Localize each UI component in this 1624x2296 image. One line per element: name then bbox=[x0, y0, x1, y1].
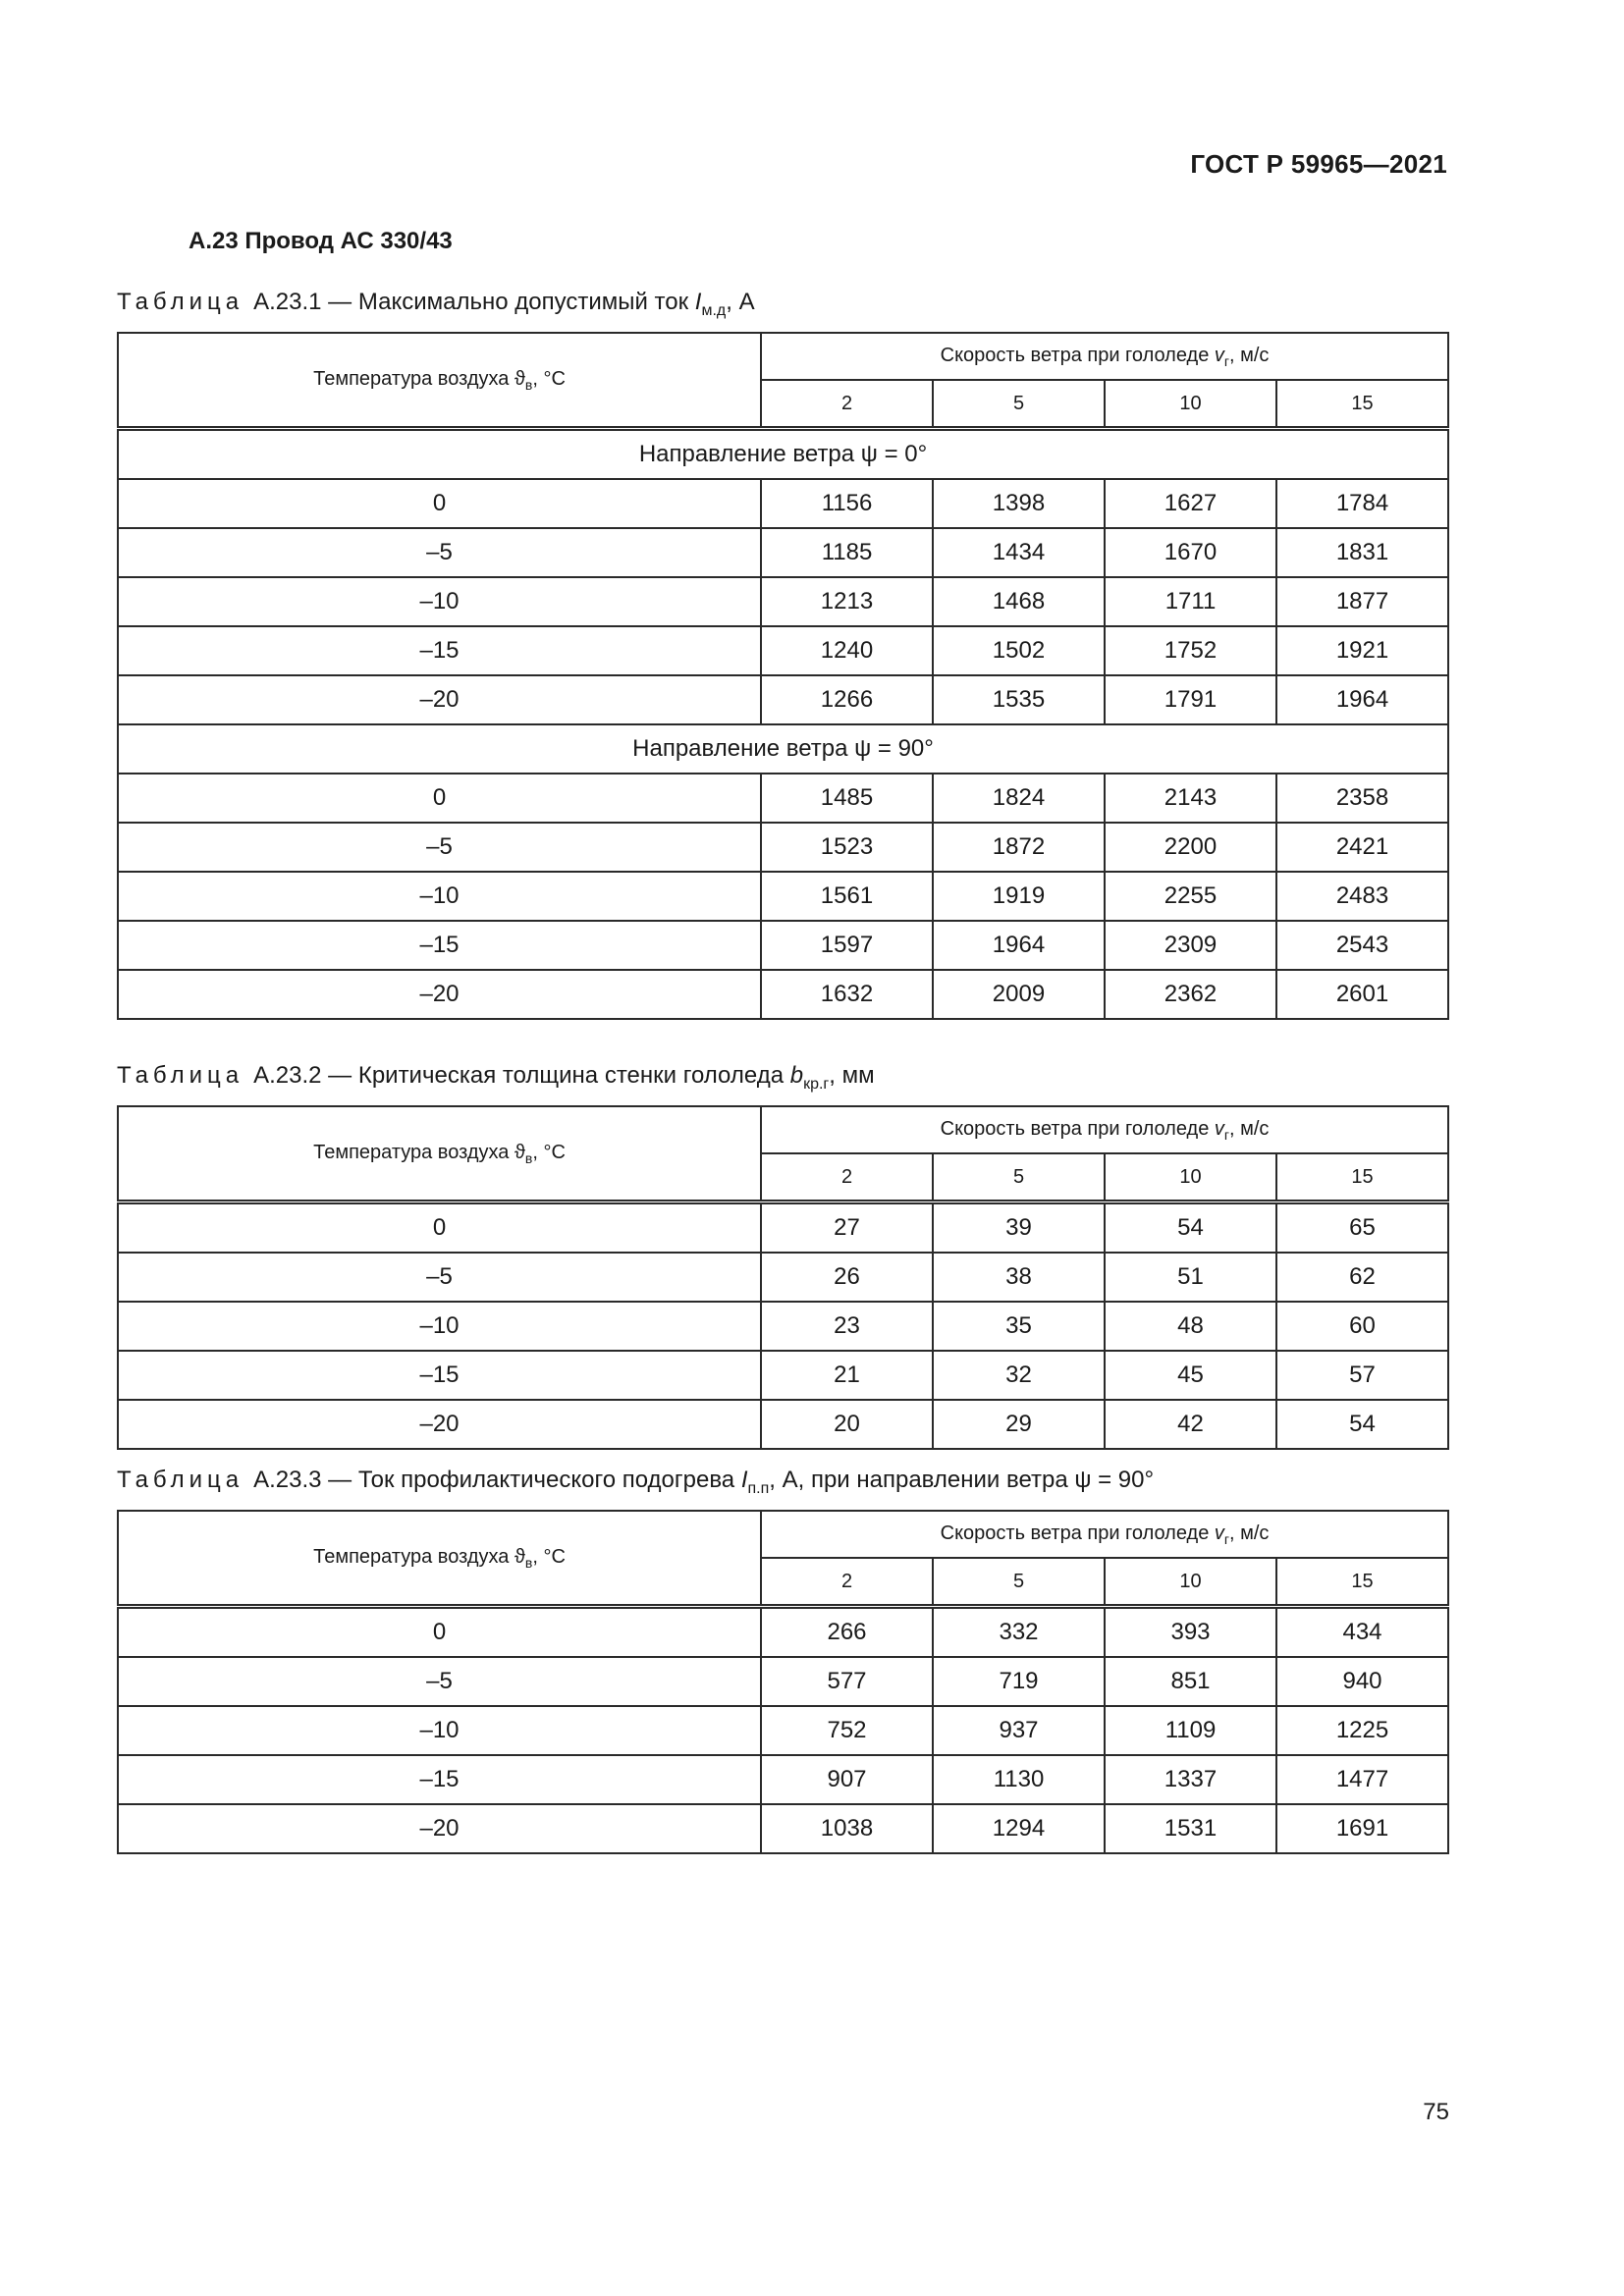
table1-caption-word: Таблица bbox=[117, 289, 244, 315]
speed-value-header: 15 bbox=[1276, 380, 1448, 429]
speed-value-header: 5 bbox=[933, 1153, 1105, 1202]
table3-caption-word: Таблица bbox=[117, 1467, 244, 1493]
speed-value-header: 5 bbox=[933, 380, 1105, 429]
table-row bbox=[118, 626, 1448, 675]
temp-cell: –15 bbox=[118, 1351, 761, 1400]
value-cell: 1964 bbox=[1276, 675, 1448, 724]
temp-header-sub: в bbox=[524, 1554, 533, 1571]
speed-header-text: Скорость ветра при гололеде bbox=[940, 1117, 1215, 1140]
value-cell: 1485 bbox=[761, 774, 933, 823]
value-cell: 434 bbox=[1276, 1607, 1448, 1658]
speed-value-header: 5 bbox=[933, 1558, 1105, 1607]
speed-header-var: v bbox=[1214, 344, 1224, 366]
temp-column-header bbox=[118, 333, 761, 429]
value-cell: 719 bbox=[933, 1657, 1105, 1706]
value-cell: 1468 bbox=[933, 577, 1105, 626]
temp-header-sub: в bbox=[524, 376, 533, 393]
value-cell: 29 bbox=[933, 1400, 1105, 1449]
temp-cell: –15 bbox=[118, 921, 761, 970]
speed-value-header: 2 bbox=[761, 380, 933, 429]
value-cell: 62 bbox=[1276, 1253, 1448, 1302]
table3-caption-text: А.23.3 — Ток профилактического подогрева bbox=[253, 1467, 741, 1493]
value-cell: 1831 bbox=[1276, 528, 1448, 577]
table3-caption-unit: , А, при направлении ветра ψ = 90° bbox=[769, 1467, 1155, 1493]
speed-value-header: 15 bbox=[1276, 1558, 1448, 1607]
value-cell: 35 bbox=[933, 1302, 1105, 1351]
value-cell: 940 bbox=[1276, 1657, 1448, 1706]
value-cell: 2009 bbox=[933, 970, 1105, 1019]
table-row bbox=[118, 1755, 1448, 1804]
value-cell: 1477 bbox=[1276, 1755, 1448, 1804]
value-cell: 1225 bbox=[1276, 1706, 1448, 1755]
value-cell: 2421 bbox=[1276, 823, 1448, 872]
value-cell: 27 bbox=[761, 1202, 933, 1254]
value-cell: 2358 bbox=[1276, 774, 1448, 823]
value-cell: 1130 bbox=[933, 1755, 1105, 1804]
group-row-label: Направление ветра ψ = 0° bbox=[118, 429, 1448, 480]
table1-caption-sub: м.д bbox=[701, 301, 727, 319]
value-cell: 1597 bbox=[761, 921, 933, 970]
value-cell: 1784 bbox=[1276, 479, 1448, 528]
speed-header-text: Скорость ветра при гололеде bbox=[940, 1522, 1215, 1544]
speed-value-header: 10 bbox=[1105, 1558, 1276, 1607]
value-cell: 2309 bbox=[1105, 921, 1276, 970]
temp-cell: –10 bbox=[118, 1706, 761, 1755]
value-cell: 54 bbox=[1105, 1202, 1276, 1254]
table-row bbox=[118, 577, 1448, 626]
speed-header-var: v bbox=[1214, 1117, 1224, 1140]
value-cell: 1398 bbox=[933, 479, 1105, 528]
value-cell: 2255 bbox=[1105, 872, 1276, 921]
table-row bbox=[118, 675, 1448, 724]
value-cell: 577 bbox=[761, 1657, 933, 1706]
value-cell: 38 bbox=[933, 1253, 1105, 1302]
temp-cell: –20 bbox=[118, 970, 761, 1019]
temp-header-text: Температура воздуха ϑ bbox=[313, 367, 525, 390]
temp-cell: –15 bbox=[118, 626, 761, 675]
speed-header-sub: г bbox=[1223, 1126, 1229, 1143]
speed-header-unit: , м/с bbox=[1228, 344, 1270, 366]
value-cell: 1691 bbox=[1276, 1804, 1448, 1853]
value-cell: 1502 bbox=[933, 626, 1105, 675]
table-row bbox=[118, 1607, 1448, 1658]
temp-column-header bbox=[118, 1106, 761, 1202]
value-cell: 851 bbox=[1105, 1657, 1276, 1706]
value-cell: 1156 bbox=[761, 479, 933, 528]
table2-caption bbox=[117, 1062, 875, 1094]
value-cell: 1109 bbox=[1105, 1706, 1276, 1755]
temp-cell: –10 bbox=[118, 872, 761, 921]
value-cell: 1711 bbox=[1105, 577, 1276, 626]
value-cell: 39 bbox=[933, 1202, 1105, 1254]
value-cell: 2543 bbox=[1276, 921, 1448, 970]
value-cell: 23 bbox=[761, 1302, 933, 1351]
value-cell: 907 bbox=[761, 1755, 933, 1804]
table-row bbox=[118, 1202, 1448, 1254]
table1-caption bbox=[117, 289, 755, 320]
temp-cell: –20 bbox=[118, 675, 761, 724]
temp-cell: –5 bbox=[118, 1657, 761, 1706]
value-cell: 1266 bbox=[761, 675, 933, 724]
value-cell: 2143 bbox=[1105, 774, 1276, 823]
value-cell: 1791 bbox=[1105, 675, 1276, 724]
speed-value-header: 2 bbox=[761, 1558, 933, 1607]
temp-header-unit: , °С bbox=[532, 367, 566, 390]
value-cell: 1531 bbox=[1105, 1804, 1276, 1853]
page-number: 75 bbox=[1423, 2099, 1449, 2125]
group-row-label: Направление ветра ψ = 90° bbox=[118, 724, 1448, 774]
value-cell: 54 bbox=[1276, 1400, 1448, 1449]
speed-header-sub: г bbox=[1223, 1530, 1229, 1547]
speed-value-header: 2 bbox=[761, 1153, 933, 1202]
table1-caption-unit: , А bbox=[726, 289, 755, 315]
temp-header-text: Температура воздуха ϑ bbox=[313, 1141, 525, 1163]
value-cell: 26 bbox=[761, 1253, 933, 1302]
value-cell: 2601 bbox=[1276, 970, 1448, 1019]
value-cell: 1921 bbox=[1276, 626, 1448, 675]
speed-header-text: Скорость ветра при гололеде bbox=[940, 344, 1215, 366]
temp-cell: 0 bbox=[118, 479, 761, 528]
table-row bbox=[118, 1253, 1448, 1302]
table-row bbox=[118, 774, 1448, 823]
speed-header-unit: , м/с bbox=[1228, 1117, 1270, 1140]
value-cell: 1872 bbox=[933, 823, 1105, 872]
table-row bbox=[118, 1302, 1448, 1351]
value-cell: 332 bbox=[933, 1607, 1105, 1658]
value-cell: 1919 bbox=[933, 872, 1105, 921]
table1-caption-var: I bbox=[694, 289, 702, 315]
temp-cell: 0 bbox=[118, 1607, 761, 1658]
temp-cell: –15 bbox=[118, 1755, 761, 1804]
temp-cell: –20 bbox=[118, 1400, 761, 1449]
value-cell: 1213 bbox=[761, 577, 933, 626]
value-cell: 266 bbox=[761, 1607, 933, 1658]
table-row bbox=[118, 1657, 1448, 1706]
table-row bbox=[118, 921, 1448, 970]
temp-header-unit: , °С bbox=[532, 1141, 566, 1163]
value-cell: 60 bbox=[1276, 1302, 1448, 1351]
speed-value-header: 15 bbox=[1276, 1153, 1448, 1202]
speed-header-unit: , м/с bbox=[1228, 1522, 1270, 1544]
temp-cell: 0 bbox=[118, 1202, 761, 1254]
table2-caption-var: b bbox=[789, 1062, 804, 1089]
table3 bbox=[117, 1510, 1449, 1854]
document-standard-number: ГОСТ Р 59965—2021 bbox=[1190, 149, 1447, 179]
temp-column-header bbox=[118, 1511, 761, 1607]
speed-header-sub: г bbox=[1223, 352, 1229, 369]
temp-cell: 0 bbox=[118, 774, 761, 823]
value-cell: 1632 bbox=[761, 970, 933, 1019]
table-row bbox=[118, 528, 1448, 577]
table-row bbox=[118, 1400, 1448, 1449]
table2 bbox=[117, 1105, 1449, 1450]
value-cell: 1434 bbox=[933, 528, 1105, 577]
speed-value-header: 10 bbox=[1105, 380, 1276, 429]
value-cell: 1670 bbox=[1105, 528, 1276, 577]
value-cell: 1561 bbox=[761, 872, 933, 921]
value-cell: 752 bbox=[761, 1706, 933, 1755]
table-row bbox=[118, 872, 1448, 921]
temp-cell: –5 bbox=[118, 1253, 761, 1302]
table3-caption-var: I bbox=[740, 1467, 748, 1493]
table-row bbox=[118, 1351, 1448, 1400]
value-cell: 32 bbox=[933, 1351, 1105, 1400]
temp-cell: –10 bbox=[118, 1302, 761, 1351]
speed-column-header bbox=[761, 333, 1448, 380]
temp-cell: –10 bbox=[118, 577, 761, 626]
temp-header-text: Температура воздуха ϑ bbox=[313, 1545, 525, 1568]
value-cell: 393 bbox=[1105, 1607, 1276, 1658]
value-cell: 1627 bbox=[1105, 479, 1276, 528]
table1 bbox=[117, 332, 1449, 1020]
value-cell: 42 bbox=[1105, 1400, 1276, 1449]
value-cell: 1752 bbox=[1105, 626, 1276, 675]
table3-caption bbox=[117, 1467, 1154, 1498]
value-cell: 45 bbox=[1105, 1351, 1276, 1400]
table-row bbox=[118, 1706, 1448, 1755]
value-cell: 1185 bbox=[761, 528, 933, 577]
speed-column-header bbox=[761, 1106, 1448, 1153]
table-row bbox=[118, 1804, 1448, 1853]
temp-header-sub: в bbox=[524, 1149, 533, 1166]
temp-header-unit: , °С bbox=[532, 1545, 566, 1568]
temp-cell: –5 bbox=[118, 823, 761, 872]
value-cell: 1535 bbox=[933, 675, 1105, 724]
table1-caption-text: А.23.1 — Максимально допустимый ток bbox=[253, 289, 695, 315]
speed-value-header: 10 bbox=[1105, 1153, 1276, 1202]
speed-column-header bbox=[761, 1511, 1448, 1558]
value-cell: 1294 bbox=[933, 1804, 1105, 1853]
table2-caption-text: А.23.2 — Критическая толщина стенки гололеда bbox=[253, 1062, 790, 1089]
table3-caption-sub: п.п bbox=[747, 1479, 770, 1497]
table-row bbox=[118, 823, 1448, 872]
value-cell: 1240 bbox=[761, 626, 933, 675]
table2-caption-sub: кр.г bbox=[803, 1075, 830, 1093]
value-cell: 1337 bbox=[1105, 1755, 1276, 1804]
value-cell: 1824 bbox=[933, 774, 1105, 823]
section-title: А.23 Провод АС 330/43 bbox=[189, 228, 453, 254]
value-cell: 1964 bbox=[933, 921, 1105, 970]
table-row bbox=[118, 479, 1448, 528]
value-cell: 48 bbox=[1105, 1302, 1276, 1351]
speed-header-var: v bbox=[1214, 1522, 1224, 1544]
table-row bbox=[118, 970, 1448, 1019]
value-cell: 57 bbox=[1276, 1351, 1448, 1400]
value-cell: 1038 bbox=[761, 1804, 933, 1853]
value-cell: 1877 bbox=[1276, 577, 1448, 626]
table2-caption-word: Таблица bbox=[117, 1062, 244, 1089]
temp-cell: –20 bbox=[118, 1804, 761, 1853]
value-cell: 20 bbox=[761, 1400, 933, 1449]
value-cell: 21 bbox=[761, 1351, 933, 1400]
value-cell: 2362 bbox=[1105, 970, 1276, 1019]
value-cell: 51 bbox=[1105, 1253, 1276, 1302]
value-cell: 2200 bbox=[1105, 823, 1276, 872]
value-cell: 2483 bbox=[1276, 872, 1448, 921]
temp-cell: –5 bbox=[118, 528, 761, 577]
value-cell: 937 bbox=[933, 1706, 1105, 1755]
table2-caption-unit: , мм bbox=[829, 1062, 875, 1089]
value-cell: 1523 bbox=[761, 823, 933, 872]
value-cell: 65 bbox=[1276, 1202, 1448, 1254]
